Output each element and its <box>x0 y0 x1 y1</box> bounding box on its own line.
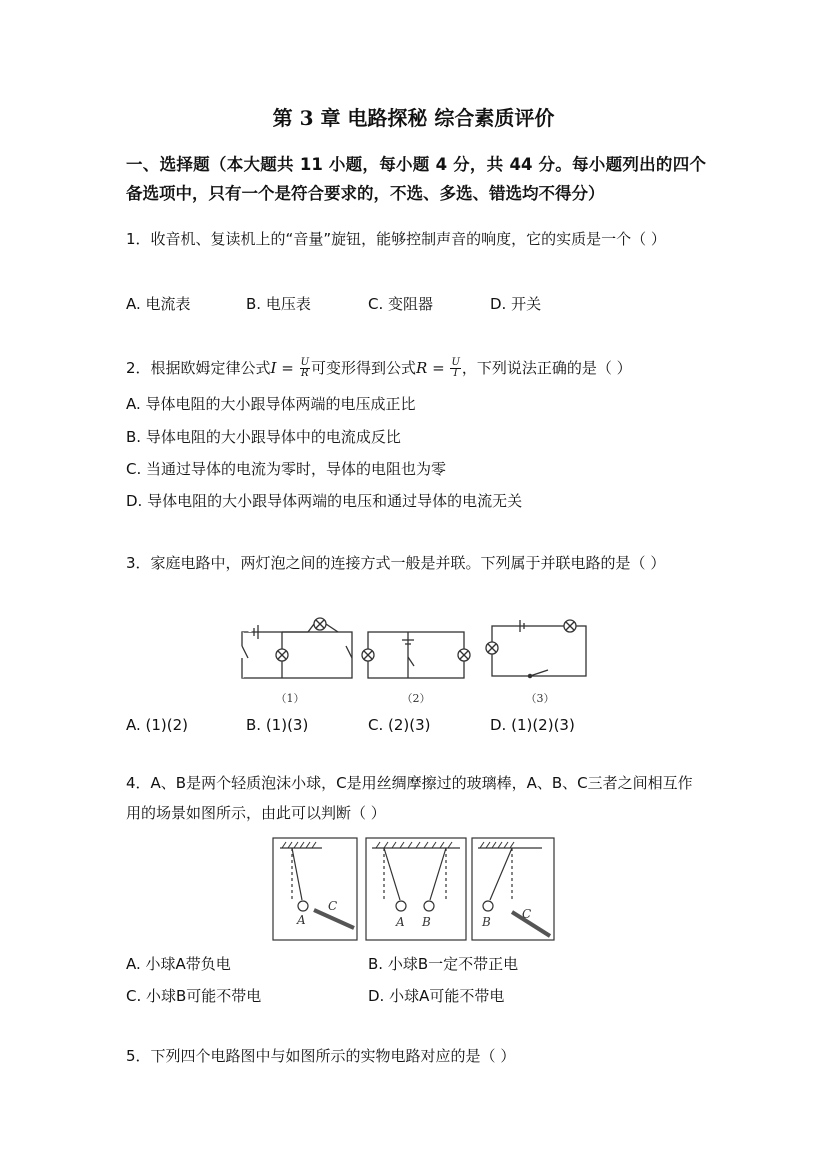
q2-option-c: C. 当通过导体的电流为零时，导体的电阻也为零 <box>126 460 447 478</box>
q2-option-a: A. 导体电阻的大小跟导体两端的电压成正比 <box>126 395 416 413</box>
circuit-3-switch <box>530 670 548 676</box>
q4-label-c-3: C <box>522 907 532 921</box>
question-4-text: 4．A、B是两个轻质泡沫小球，C是用丝绸摩擦过的玻璃棒，A、B、C三者之间相互作用的场景如图所示，由此可以判断（ ） <box>126 774 693 822</box>
q4-option-d: D. 小球A可能不带电 <box>368 987 505 1005</box>
q4-label-c-1: C <box>328 899 338 913</box>
circuit-2-switch <box>408 657 414 666</box>
q3-option-b: B. (1)(3) <box>246 716 309 734</box>
q3-figure-label-3: （3） <box>525 692 555 705</box>
q1-option-c: C. 变阻器 <box>368 295 434 313</box>
q2-formula1-fraction <box>300 358 310 379</box>
q4-balls-figure <box>272 836 557 942</box>
q2-formula2-lhs: R = <box>416 359 450 377</box>
q4-label-b-3: B <box>482 915 491 929</box>
q4-label-a-2: A <box>396 915 405 929</box>
q1-option-b: B. 电压表 <box>246 295 311 313</box>
q4-label-a-1: A <box>297 913 306 927</box>
q2-option-d: D. 导体电阻的大小跟导体两端的电压和通过导体的电流无关 <box>126 492 523 510</box>
q3-figure-label-1: （1） <box>275 692 305 705</box>
q4-option-a: A. 小球A带负电 <box>126 955 231 973</box>
question-5-text: 5．下列四个电路图中与如图所示的实物电路对应的是（ ） <box>126 1047 516 1065</box>
q4-option-c: C. 小球B可能不带电 <box>126 987 262 1005</box>
q4-panel-1-ball-a <box>298 901 308 911</box>
q4-panel-2-ball-a <box>396 901 406 911</box>
q2-formula2-num: U <box>451 357 460 368</box>
page-title: 第 3 章 电路探秘 综合素质评价 <box>272 106 555 130</box>
q2-middle: 可变形得到公式 <box>311 359 417 377</box>
q1-option-d: D. 开关 <box>490 295 542 313</box>
q3-circuit-figure <box>230 612 600 707</box>
question-3-text: 3．家庭电路中，两灯泡之间的连接方式一般是并联。下列属于并联电路的是（ ） <box>126 554 666 572</box>
q4-panel-3-ball-b <box>483 901 493 911</box>
q2-suffix: ，下列说法正确的是（ ） <box>461 359 632 377</box>
q2-formula2-den: I <box>453 368 458 379</box>
q3-option-d: D. (1)(2)(3) <box>490 716 575 734</box>
q4-option-b: B. 小球B一定不带正电 <box>368 955 519 973</box>
q2-formula2-fraction <box>450 358 460 379</box>
q1-option-a: A. 电流表 <box>126 295 191 313</box>
q2-option-b: B. 导体电阻的大小跟导体中的电流成反比 <box>126 428 401 446</box>
q2-formula1-num: U <box>300 357 310 368</box>
question-2-text <box>126 353 706 383</box>
q2-formula1-lhs: I = <box>270 359 299 377</box>
circuit-1-switch-b <box>346 646 352 658</box>
q3-figure-label-2: （2） <box>401 692 431 705</box>
q3-option-a: A. (1)(2) <box>126 716 189 734</box>
circuit-2-frame <box>368 632 464 678</box>
circuit-3-frame <box>492 626 586 676</box>
q4-label-b-2: B <box>422 915 431 929</box>
q3-option-c: C. (2)(3) <box>368 716 431 734</box>
q2-prefix: 2．根据欧姆定律公式 <box>126 359 271 377</box>
question-1-text: 1．收音机、复读机上的“音量”旋钮，能够控制声音的响度，它的实质是一个（ ） <box>126 230 666 248</box>
q4-panel-2 <box>366 838 466 940</box>
q4-panel-2-ball-b <box>424 901 434 911</box>
section-heading: 一、选择题（本大题共 11 小题，每小题 4 分，共 44 分。每小题列出的四个备选项中，只有一个是符合要求的，不选、多选、错选均不得分） <box>126 155 706 203</box>
q2-formula1-den: R <box>301 368 309 379</box>
